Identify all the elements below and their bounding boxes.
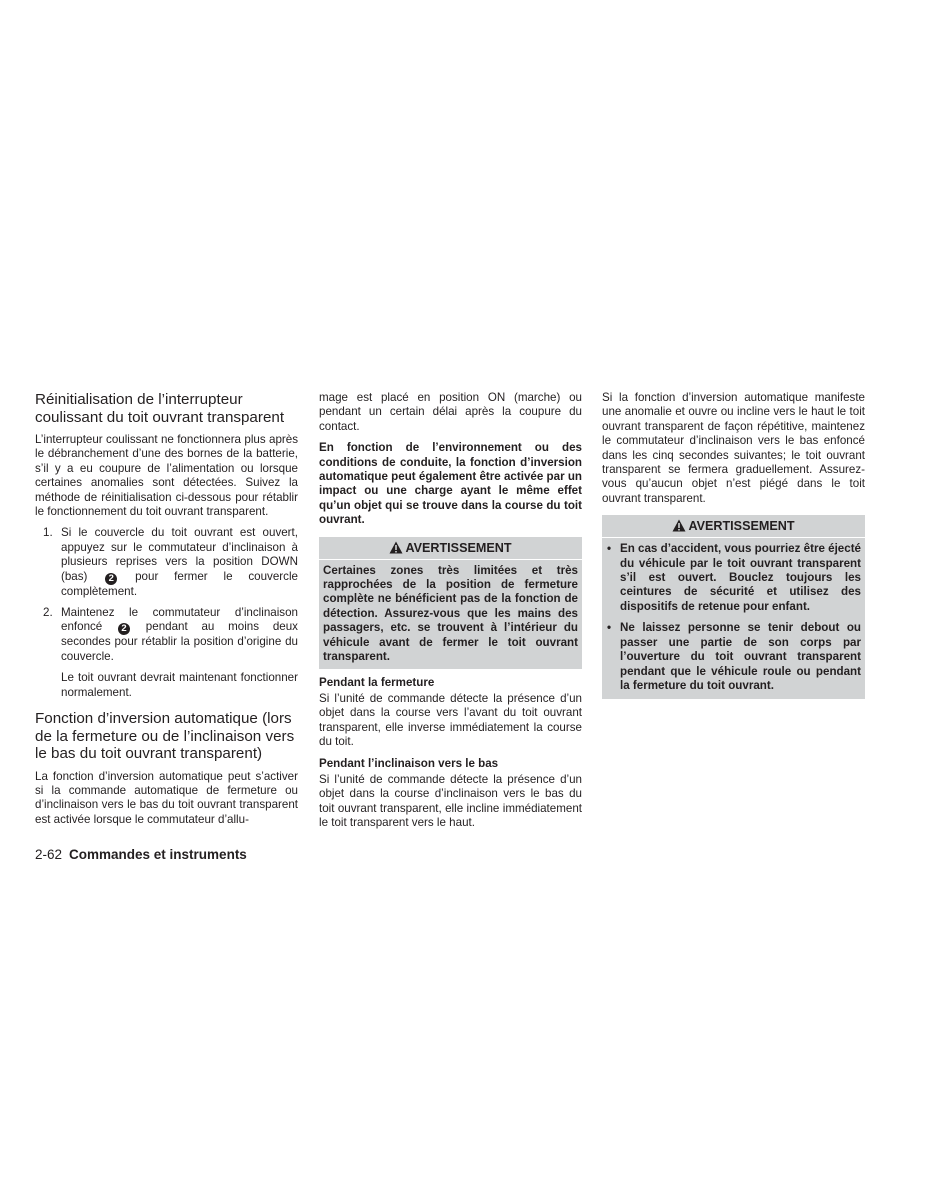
warning-title: AVERTISSEMENT [405,540,512,555]
warning-triangle-icon [672,519,686,532]
circled-number-icon: 2 [105,573,117,585]
bullet-icon: • [607,621,612,635]
column-right [602,391,865,706]
intro-paragraph: L’interrupteur coulissant ne fonctionnera plus après le débranchement d’une des bornes de la batterie, s’il y a eu coupure de l’alimentation ou lorsque certaines anomalies sont détectées. Suivez la méthode de réinitialisation ci-dessous pour rétablir le fonctionnement du toit ouvrant transparent. [35,433,298,519]
page-number: 2-62 [35,847,63,862]
subheading-closing: Pendant la fermeture [319,675,435,689]
warning-list [602,542,865,693]
page-footer [35,846,247,863]
tilt-down-paragraph: Si l’unité de commande détecte la présence d’un objet dans la course d’inclinaison vers le bas du toit ouvrant transparent, elle incline immédiatement le toit transparent vers le haut. [319,772,582,830]
step-number: 1. [43,526,53,540]
warning-header [602,515,865,538]
closing-paragraph: Si l’unité de commande détecte la présence d’un objet dans la course vers l’avant du toit ouvrant transparent, elle inverse immédiatement la course du toit. [319,691,582,749]
auto-reverse-paragraph: La fonction d’inversion automatique peut s’activer si la commande automatique de fermeture ou d’inclinaison vers le bas du toit ouvrant transparent est activée lorsque le commutateur d’allu- [35,769,298,826]
warning-box [602,515,865,699]
list-item: • En cas d’accident, vous pourriez être éjecté du véhicule par le toit ouvrant transparent s’il est ouvert. Bouclez toujours les ceintures de sécurité et utilisez des dispositifs de retenue pour enfant. [607,542,861,613]
warning-text: Certaines zones très limitées et très rapprochées de la position de fermeture complète ne bénéficient pas de la fonction de détection. Assurez-vous que les mains des passagers, etc. se trouvent à l’intérieur du véhicule avant de fermer le toit ouvrant transparent. [323,563,578,664]
step-number: 2. [43,606,53,620]
subheading-tilt-down: Pendant l’inclinaison vers le bas [319,756,499,770]
list-item: 1. Si le couvercle du toit ouvrant est ouvert, appuyez sur le commutateur d’inclinaison à plusieurs reprises vers la position DOWN (bas) 2 pour fermer le couvercle complètement. [43,526,298,598]
continued-paragraph: mage est placé en position ON (marche) ou pendant un certain délai après la coupure du contact. [319,391,582,433]
column-left [35,391,298,834]
warning-title: AVERTISSEMENT [688,519,795,534]
column-middle [319,391,582,838]
section-heading-auto-reverse: Fonction d’inversion automatique (lors de la fermeture ou de l’inclinaison vers le bas du toit ouvrant transparent) [35,710,295,763]
bold-notice: En fonction de l’environnement ou des conditions de conduite, la fonction d’inversion automatique peut également être activée par un impact ou une charge ayant le même effet qu’un objet qui se trouve dans la course du toit ouvrant. [319,441,582,527]
circled-number-icon: 2 [118,623,130,635]
warning-triangle-icon [389,541,403,554]
warning-header [319,537,582,560]
step-note: Le toit ouvrant devrait maintenant fonctionner normalement. [61,671,298,699]
section-title: Commandes et instruments [69,847,247,862]
warning-box [319,537,582,669]
list-item: • Ne laissez personne se tenir debout ou passer une partie de son corps par l’ouverture du toit ouvrant transparent pendant que le véhicule roule ou pendant la fermeture du toit ouvrant. [607,621,861,692]
bullet-icon: • [607,542,612,556]
section-heading-reset: Réinitialisation de l’interrupteur coulissant du toit ouvrant transparent [35,391,285,426]
list-item: 2. Maintenez le commutateur d’inclinaison enfoncé 2 pendant au moins deux secondes pour rétablir la position d’origine du couvercle. [43,606,298,663]
malfunction-paragraph: Si la fonction d’inversion automatique manifeste une anomalie et ouvre ou incline vers le haut le toit ouvrant transparent de façon répétitive, maintenez le commutateur d’inclinaison vers le bas enfoncé dans les cinq secondes suivantes; le toit ouvrant transparent se fermera graduellement. Assurez-vous qu’aucun objet n’est piégé dans le toit ouvrant transparent. [602,391,865,505]
reset-steps-list [35,526,298,664]
